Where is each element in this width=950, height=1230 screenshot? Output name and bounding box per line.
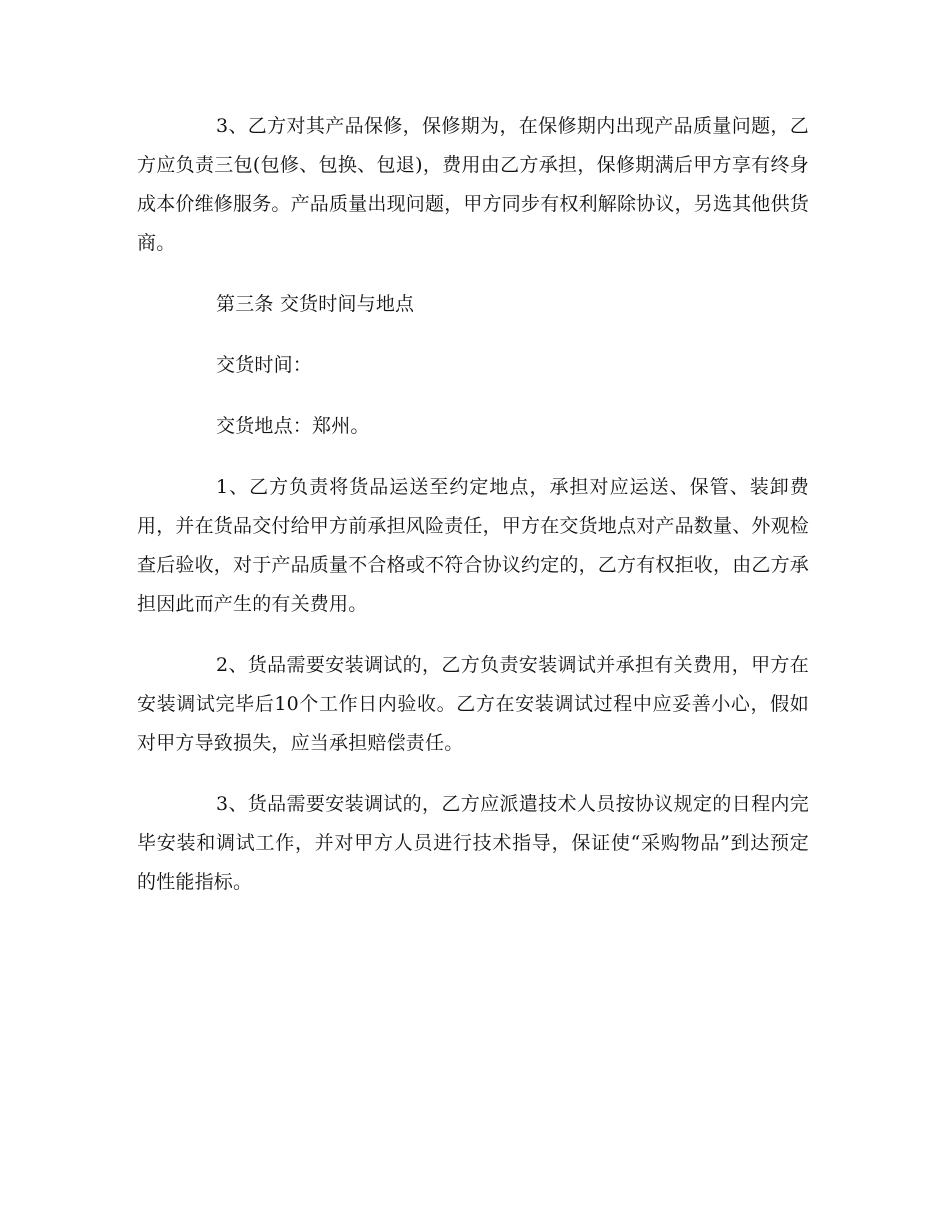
- document-body: [137, 107, 809, 924]
- paragraph-warranty: 3、乙方对其产品保修，保修期为，在保修期内出现产品质量问题，乙方应负责三包(包修、包换、包退)，费用由乙方承担，保修期满后甲方享有终身成本价维修服务。产品质量出现问题，甲方同步有权利解除协议，另选其他供货商。: [137, 115, 810, 254]
- paragraph-technical-guidance: 3、货品需要安装调试的，乙方应派遣技术人员按协议规定的日程内完毕安装和调试工作，并对甲方人员进行技术指导，保证使“采购物品”到达预定的性能指标。: [137, 793, 809, 893]
- delivery-time: 交货时间：: [216, 354, 313, 376]
- delivery-location: 交货地点：郑州。: [216, 415, 370, 437]
- paragraph-transport: 1、乙方负责将货品运送至约定地点，承担对应运送、保管、装卸费用，并在货品交付给甲方前承担风险责任，甲方在交货地点对产品数量、外观检查后验收，对于产品质量不合格或不符合协议约定的，乙方有权拒收，由乙方承担因此而产生的有关费用。: [137, 476, 810, 615]
- section-heading-delivery: 第三条 交货时间与地点: [216, 293, 415, 315]
- paragraph-installation-acceptance: 2、货品需要安装调试的，乙方负责安装调试并承担有关费用，甲方在安装调试完毕后10个工作日内验收。乙方在安装调试过程中应妥善小心，假如对甲方导致损失，应当承担赔偿责任。: [137, 654, 809, 754]
